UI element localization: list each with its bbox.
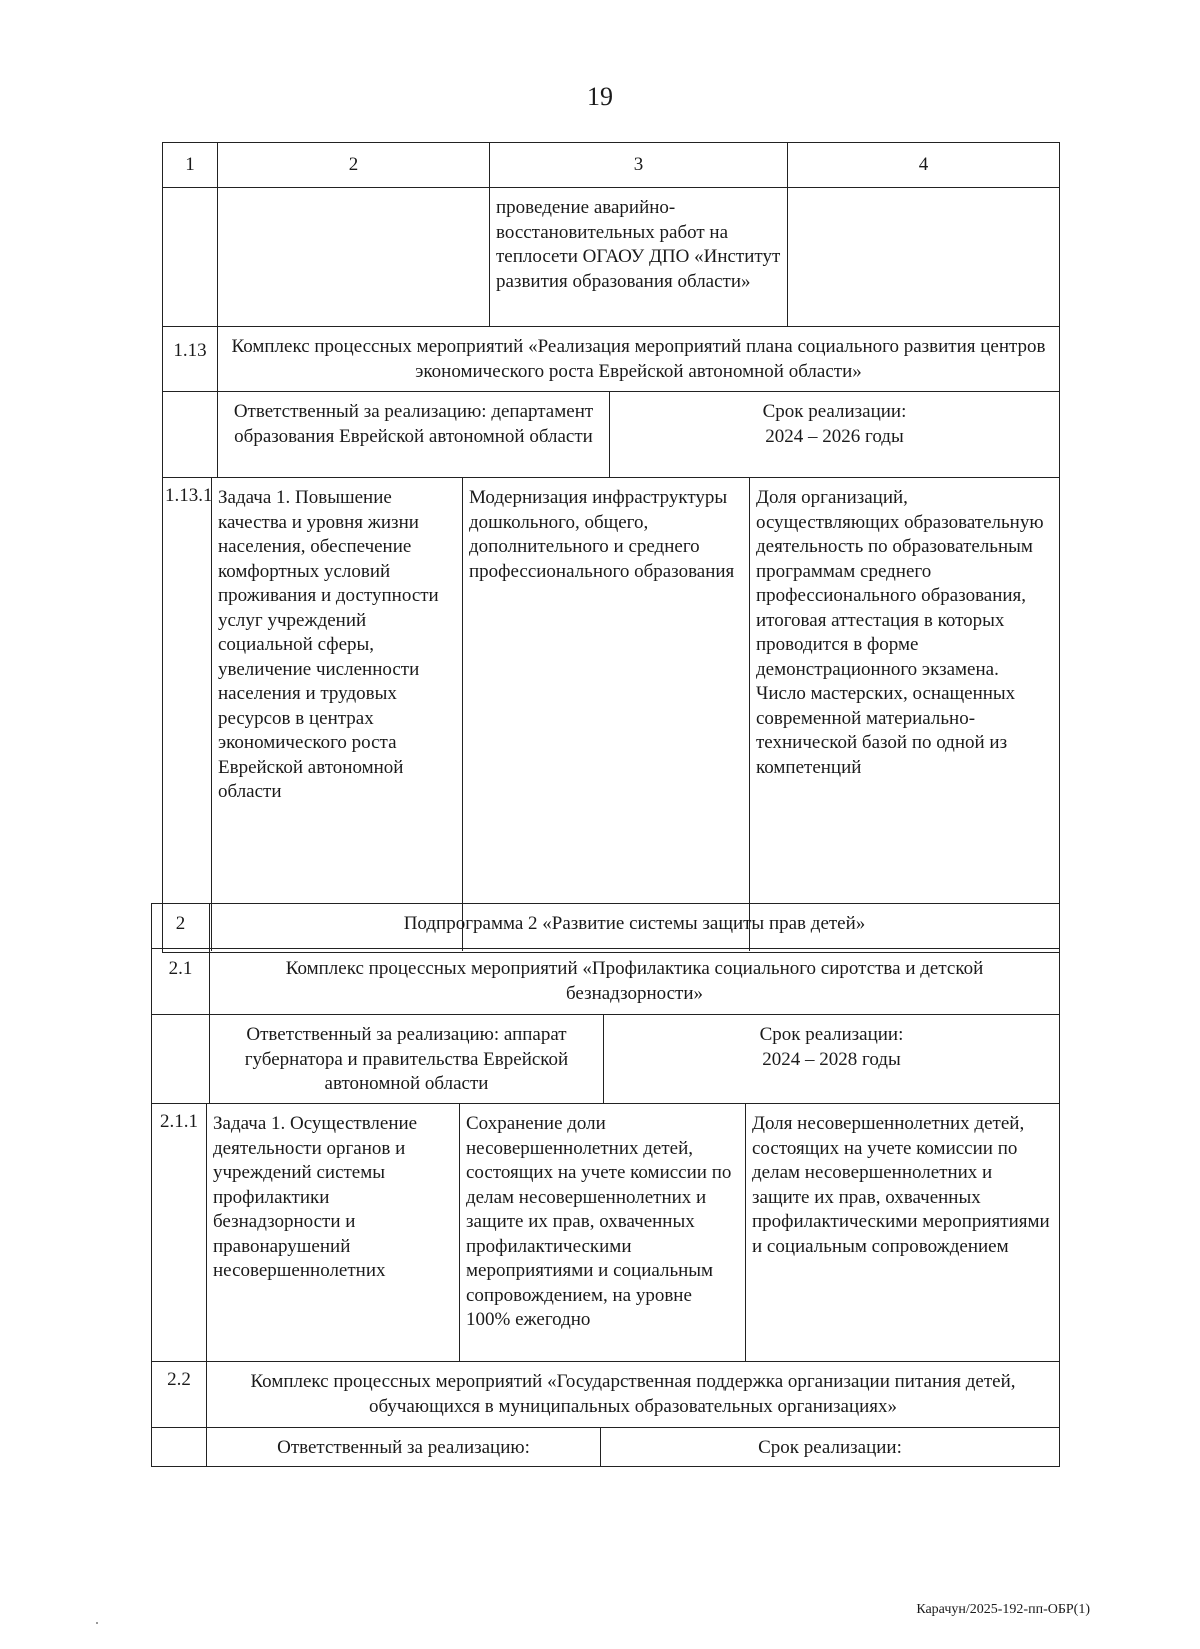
table-row-2-1-1	[152, 1103, 1059, 1361]
complex-title: Комплекс процессных мероприятий «Профилактика социального сиротства и детской безнадзорности»	[209, 949, 1059, 1014]
table-row-1-13-1	[163, 477, 1059, 951]
empty-number-cell	[152, 1428, 206, 1467]
task-cell: Задача 1. Повышение качества и уровня жизни населения, обеспечение комфортных условий проживания и доступности услуг учреждений социальной сферы, увеличение численности населения и трудовых ресурсов в центрах экономического роста Еврейской автономной области	[211, 478, 462, 951]
complex-title: Комплекс процессных мероприятий «Реализация мероприятий плана социального развития центров экономического роста Еврейской автономной области»	[217, 327, 1059, 391]
empty-number-cell	[152, 1015, 209, 1103]
deadline-value: 2024 – 2026 годы	[765, 425, 904, 447]
table-row-2-1	[152, 948, 1059, 1014]
indicator-text-2: Число мастерских, оснащенных современной материально-технической базой по одной из компетенций	[756, 683, 1016, 778]
row-number: 2.2	[167, 1369, 191, 1390]
table-header-row	[163, 143, 1059, 187]
page-number: 19	[587, 82, 613, 111]
header-col-3: 3	[489, 143, 787, 187]
deadline-cell	[603, 1015, 1059, 1103]
row-number: 1.13	[173, 340, 207, 361]
responsible-cell: Ответственный за реализацию: аппарат губернатора и правительства Еврейской автономной области	[209, 1015, 603, 1103]
scan-speck	[96, 1622, 98, 1624]
row-number: 2.1.1	[160, 1111, 198, 1132]
cont-col-3: проведение аварийно-восстановительных работ на теплосети ОГАОУ ДПО «Институт развития образования области»	[489, 188, 787, 326]
indicator-text-1: Доля организаций, осуществляющих образовательную деятельность по образовательным программам среднего профессионального образования, итоговая аттестация в которых проводится в форме демонстрационного экзамена.	[756, 487, 1044, 680]
table-row-2-1-responsible	[152, 1014, 1059, 1103]
deadline-value: 2024 – 2028 годы	[762, 1048, 901, 1070]
deadline-cell: Срок реализации:	[600, 1428, 1059, 1467]
cont-col-2	[217, 188, 489, 326]
document-footer-code: Карачун/2025-192-пп-ОБР(1)	[916, 1602, 1090, 1617]
row-number: 1.13.1	[165, 485, 213, 506]
responsible-cell: Ответственный за реализацию: департамент образования Еврейской автономной области	[217, 392, 609, 477]
responsible-cell: Ответственный за реализацию:	[206, 1428, 600, 1467]
table-row-continuation	[163, 187, 1059, 326]
cont-col-1	[163, 188, 217, 326]
table-row-2-2-responsible	[152, 1427, 1059, 1467]
deadline-label: Срок реализации:	[762, 401, 907, 422]
program-table-bottom	[151, 903, 1060, 1467]
task-cell: Задача 1. Осуществление деятельности органов и учреждений системы профилактики безнадзорности и правонарушений несовершеннолетних	[206, 1104, 459, 1361]
measure-cell: Сохранение доли несовершеннолетних детей, состоящих на учете комиссии по делам несовершеннолетних и защите их прав, охваченных профилактическими мероприятиями и социальным сопровождением, на уровне 100% ежегодно	[459, 1104, 745, 1361]
row-number: 2	[175, 913, 186, 934]
table-row-1-13-responsible	[163, 391, 1059, 477]
table-row-2-2	[152, 1361, 1059, 1427]
indicator-cell	[749, 478, 1059, 951]
row-number: 2.1	[168, 958, 193, 979]
complex-title: Комплекс процессных мероприятий «Государственная поддержка организации питания детей, обучающихся в муниципальных образовательных организациях»	[206, 1362, 1059, 1427]
table-row-1-13	[163, 326, 1059, 391]
deadline-cell	[609, 392, 1059, 477]
cont-col-4	[787, 188, 1059, 326]
program-table-top	[162, 142, 1060, 953]
empty-number-cell	[163, 392, 217, 477]
table-row-2	[152, 904, 1059, 948]
measure-cell: Модернизация инфраструктуры дошкольного, общего, дополнительного и среднего профессионального образования	[462, 478, 749, 951]
deadline-label: Срок реализации:	[759, 1024, 904, 1045]
subprogram-title: Подпрограмма 2 «Развитие системы защиты прав детей»	[209, 904, 1059, 948]
header-col-1: 1	[185, 154, 195, 175]
header-col-4: 4	[787, 143, 1059, 187]
indicator-cell: Доля несовершеннолетних детей, состоящих на учете комиссии по делам несовершеннолетних и защите их прав, охваченных профилактическими мероприятиями и социальным сопровождением	[745, 1104, 1059, 1361]
header-col-2: 2	[217, 143, 489, 187]
